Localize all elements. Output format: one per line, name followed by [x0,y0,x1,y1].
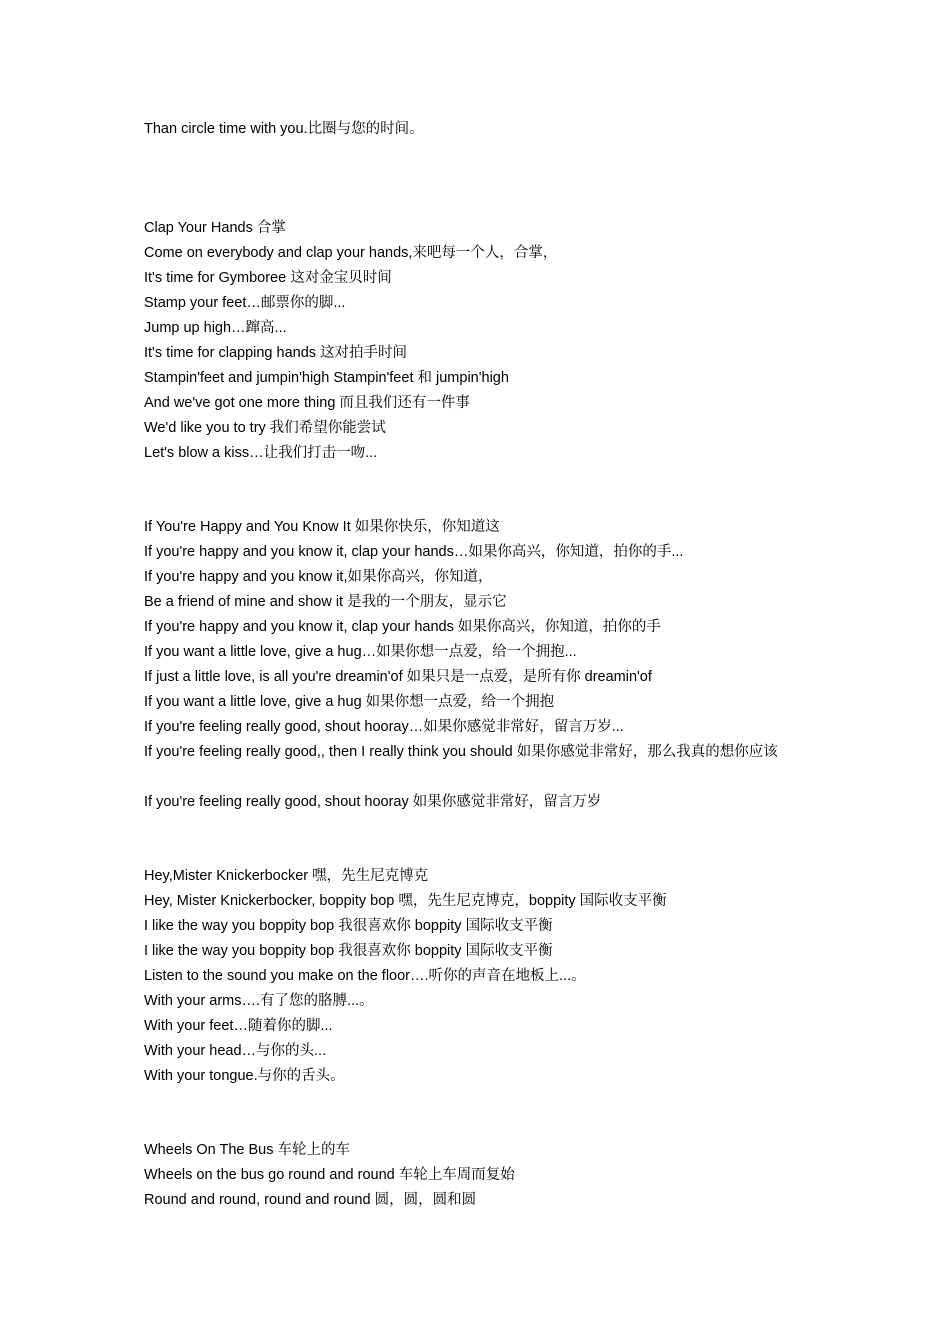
text-line: With your tongue.与你的舌头。 [144,1068,345,1084]
text-line: With your feet…随着你的脚... [144,1018,333,1034]
text-line: If you're happy and you know it,如果你高兴，你知道， [144,569,493,585]
text-line: Stampin'feet and jumpin'high Stampin'feet 和 jumpin'high [144,370,509,386]
text-line: Stamp your feet…邮票你的脚... [144,295,346,311]
text-line: I like the way you boppity bop 我很喜欢你 boppity 国际收支平衡 [144,943,553,959]
text-line: If you're happy and you know it, clap your hands…如果你高兴，你知道，拍你的手... [144,544,684,560]
text-line: With your head…与你的头... [144,1043,327,1059]
text-line: If you're feeling really good, shout hooray…如果你感觉非常好，留言万岁... [144,719,624,735]
text-line: If just a little love, is all you're dreamin'of 如果只是一点爱，是所有你 dreamin'of [144,669,652,685]
text-line: Than circle time with you.比圈与您的时间。 [144,121,424,137]
text-line-wrapped: If you're feeling really good,, then I really think you should 如果你感觉非常好，那么我真的想你应该 [144,744,778,760]
text-line: I like the way you boppity bop 我很喜欢你 boppity 国际收支平衡 [144,918,553,934]
text-line: And we've got one more thing 而且我们还有一件事 [144,395,470,411]
section-title-if-youre-happy: If You're Happy and You Know It 如果你快乐，你知道这 [144,519,500,535]
section-title-mister-knickerbocker: Hey,Mister Knickerbocker 嘿，先生尼克博克 [144,868,429,884]
text-line: Round and round, round and round 圆，圆，圆和圆 [144,1192,477,1208]
text-line: Come on everybody and clap your hands,来吧每一个人，合掌， [144,245,558,261]
text-line: If you're happy and you know it, clap your hands 如果你高兴，你知道，拍你的手 [144,619,661,635]
text-line: We'd like you to try 我们希望你能尝试 [144,420,386,436]
text-line: It's time for clapping hands 这对拍手时间 [144,345,408,361]
section-title-clap-your-hands: Clap Your Hands 合掌 [144,220,286,236]
text-line: Listen to the sound you make on the floor….听你的声音在地板上...。 [144,968,586,984]
section-title-wheels-on-the-bus: Wheels On The Bus 车轮上的车 [144,1142,351,1158]
text-line: With your arms….有了您的胳膊...。 [144,993,374,1009]
text-line: Let's blow a kiss…让我们打击一吻... [144,445,378,461]
text-line: It's time for Gymboree 这对金宝贝时间 [144,270,392,286]
text-line: Be a friend of mine and show it 是我的一个朋友，显示它 [144,594,507,610]
text-line: Wheels on the bus go round and round 车轮上车周而复始 [144,1167,515,1183]
text-line: If you want a little love, give a hug…如果你想一点爱，给一个拥抱... [144,644,577,660]
text-line: Jump up high…蹿高... [144,320,287,336]
text-line: Hey, Mister Knickerbocker, boppity bop 嘿，先生尼克博克，boppity 国际收支平衡 [144,893,667,909]
text-line: If you want a little love, give a hug 如果你想一点爱，给一个拥抱 [144,694,555,710]
text-line: If you're feeling really good, shout hooray 如果你感觉非常好，留言万岁 [144,794,602,810]
